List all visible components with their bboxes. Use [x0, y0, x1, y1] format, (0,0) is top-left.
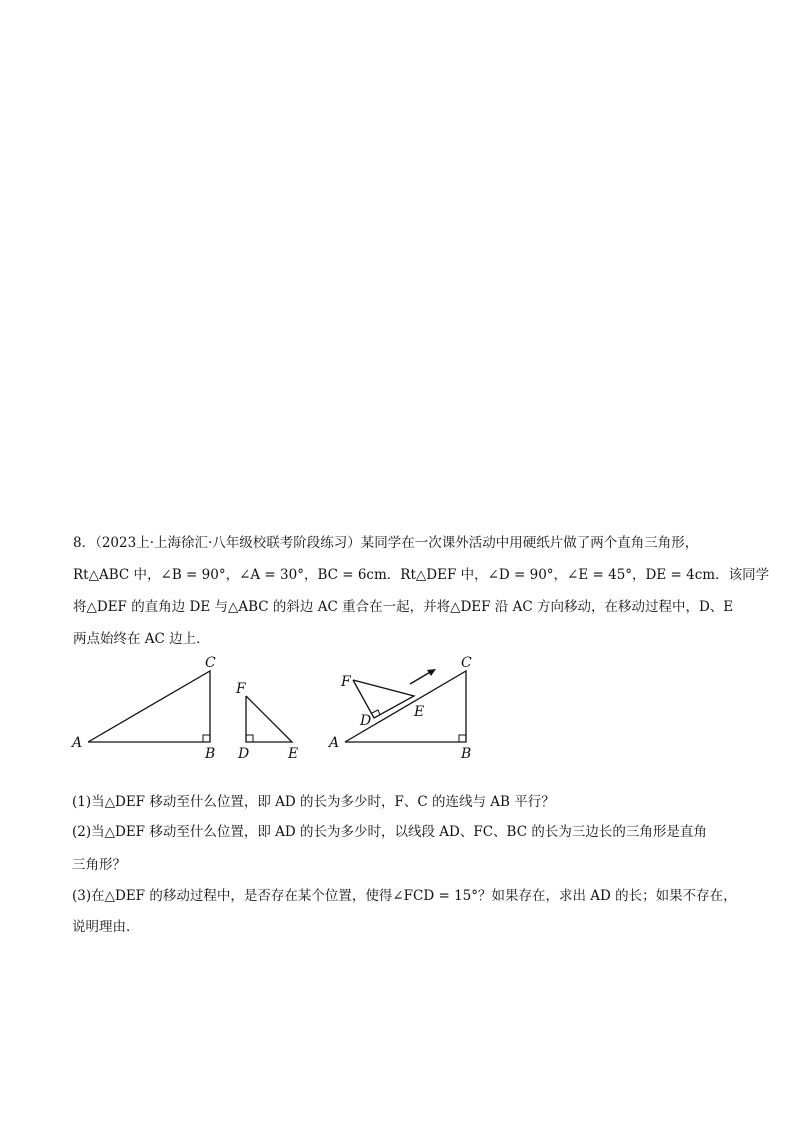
label-e2: E: [288, 746, 299, 762]
triangle-abc-outline: [88, 671, 210, 742]
motion-arrow-shaft: [410, 671, 432, 684]
question-3-line-2: 说明理由．: [72, 919, 140, 935]
figure-triangle-def: [235, 681, 298, 762]
figure-combined: [327, 655, 472, 762]
question-2-line-2: 三角形？: [72, 857, 126, 873]
label-b3: B: [461, 746, 472, 762]
question-1: (1)当△DEF 移动至什么位置，即 AD 的长为多少时，F、C 的连线与 AB 平行？: [72, 794, 555, 810]
problem-line-2: Rt△ABC 中，∠B = 90°，∠A = 30°，BC = 6cm．Rt△DEF 中，∠D = 90°，∠E = 45°，DE = 4cm．该同学: [73, 567, 770, 583]
question-3-line-1: (3)在△DEF 的移动过程中，是否存在某个位置，使得∠FCD = 15°？如果存在，求出 AD 的长；如果不存在，: [72, 888, 737, 904]
right-angle-mark-d3: [372, 710, 380, 715]
problem-line-4: 两点始终在 AC 边上．: [73, 631, 210, 647]
label-b1: B: [205, 746, 216, 762]
triangle-abc-outline-2: [345, 671, 466, 742]
label-e3: E: [414, 704, 425, 720]
label-d3: D: [360, 713, 372, 729]
figure-triangle-abc: [70, 655, 216, 762]
motion-arrow-head: [427, 669, 436, 676]
label-a1: A: [72, 735, 83, 751]
right-angle-mark-b3: [459, 735, 466, 742]
question-2-line-1: (2)当△DEF 移动至什么位置，即 AD 的长为多少时，以线段 AD、FC、BC 的长为三边长的三角形是直角: [72, 824, 707, 840]
label-c3: C: [461, 655, 472, 671]
problem-line-3: 将△DEF 的直角边 DE 与△ABC 的斜边 AC 重合在一起，并将△DEF 沿 AC 方向移动，在移动过程中，D、E: [73, 599, 734, 615]
label-f2: F: [236, 681, 246, 697]
right-angle-mark-b: [203, 735, 210, 742]
label-d2: D: [238, 746, 250, 762]
label-c1: C: [205, 655, 216, 671]
problem-line-1: 8．（2023上·上海徐汇·八年级校联考阶段练习）某同学在一次课外活动中用硬纸片做了两个直角三角形，: [73, 535, 699, 551]
label-a3: A: [329, 735, 340, 751]
label-f3: F: [341, 674, 351, 690]
triangle-def-outline: [246, 696, 292, 742]
triangle-def-placed: [353, 680, 414, 718]
right-angle-mark-d: [246, 735, 253, 742]
